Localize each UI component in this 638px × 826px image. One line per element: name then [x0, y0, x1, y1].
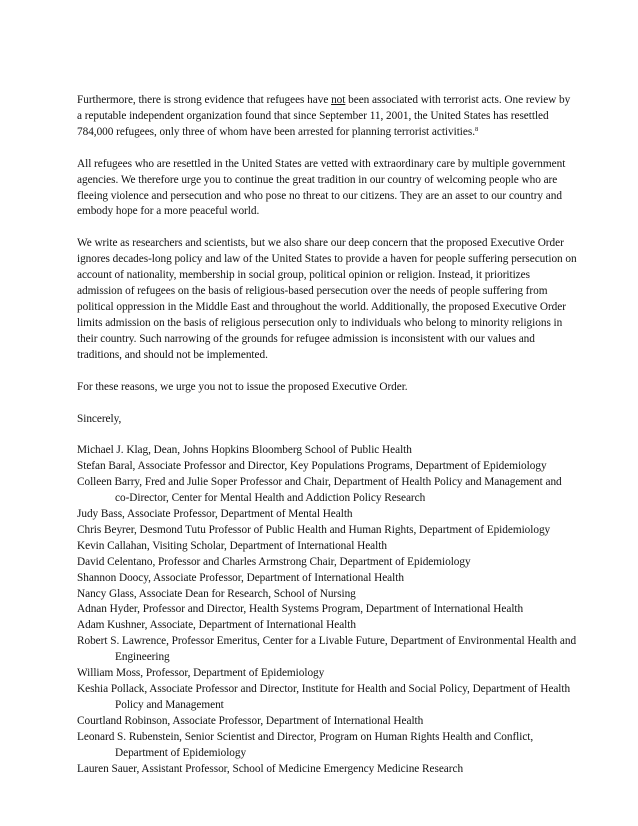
underlined-word: not — [331, 94, 346, 106]
signatory: Leonard S. Rubenstein, Senior Scientist and Director, Program on Human Rights Health and Conflict, Department of Epidemiology — [77, 730, 534, 759]
signatory: Shannon Doocy, Associate Professor, Department of International Health — [77, 571, 404, 584]
signatory: Courtland Robinson, Associate Professor, Department of International Health — [77, 714, 424, 727]
paragraph-refugee-evidence — [77, 93, 577, 141]
footnote-marker[interactable]: 8 — [474, 125, 479, 133]
paragraph-request: For these reasons, we urge you not to issue the proposed Executive Order. — [77, 380, 408, 393]
signatory: Judy Bass, Associate Professor, Department of Mental Health — [77, 508, 353, 521]
signatory: Chris Beyrer, Desmond Tutu Professor of Public Health and Human Rights, Department of Epidemiology — [77, 523, 551, 536]
paragraph-vetting: All refugees who are resettled in the United States are vetted with extraordinary care by multiple government agencies. We therefore urge you to continue the great tradition in our country of welcoming people who are fleeing violence and persecution and who pose no threat to our citizens. They are an asset to our country and embody hope for a more peaceful world. — [77, 157, 566, 218]
signatory: David Celentano, Professor and Charles Armstrong Chair, Department of Epidemiology — [77, 555, 471, 568]
signatory: Adnan Hyder, Professor and Director, Health Systems Program, Department of International Health — [77, 603, 524, 616]
paragraph-text: been associated with terrorist acts. One review by a reputable independent organization found that since September 11, 2001, the United States has resettled 784,000 refugees, only three of whom have been arrested for planning terrorist activities. — [77, 94, 571, 138]
signatory: Stefan Baral, Associate Professor and Director, Key Populations Programs, Department of Epidemiology — [77, 460, 547, 473]
signatory: Nancy Glass, Associate Dean for Research, School of Nursing — [77, 587, 356, 600]
closing-salutation: Sincerely, — [77, 412, 122, 425]
signatory: Lauren Sauer, Assistant Professor, School of Medicine Emergency Medicine Research — [77, 762, 464, 775]
signatory: Michael J. Klag, Dean, Johns Hopkins Bloomberg School of Public Health — [77, 444, 412, 457]
signatory: Kevin Callahan, Visiting Scholar, Department of International Health — [77, 539, 387, 552]
letter-page — [77, 93, 577, 777]
paragraph-text: Furthermore, there is strong evidence that refugees have — [77, 94, 332, 106]
paragraph-concern: We write as researchers and scientists, but we also share our deep concern that the proposed Executive Order ignores decades-long policy and law of the United States to provide a haven for people suffering persecution on account of nationality, membership in social group, political opinion or religion. Instead, it prioritizes admission of refugees on the basis of religious-based persecution over the needs of people suffering from political oppression in the Middle East and throughout the world. Additionally, the proposed Executive Order limits admission on the basis of religious persecution only to individuals who belong to minority religions in their country. Such narrowing of the grounds for refugee admission is inconsistent with our values and traditions, and should not be implemented. — [77, 237, 577, 361]
signatory: William Moss, Professor, Department of Epidemiology — [77, 667, 325, 680]
signatory: Keshia Pollack, Associate Professor and Director, Institute for Health and Social Policy, Department of Health Policy and Management — [77, 683, 571, 711]
signatory: Robert S. Lawrence, Professor Emeritus, Center for a Livable Future, Department of Environmental Health and Engineering — [77, 635, 577, 664]
signatory-list — [77, 443, 577, 777]
signatory: Adam Kushner, Associate, Department of International Health — [77, 619, 356, 632]
signatory: Colleen Barry, Fred and Julie Soper Professor and Chair, Department of Health Policy and Management and co-Director, Center for Mental Health and Addiction Policy Research — [77, 476, 562, 505]
